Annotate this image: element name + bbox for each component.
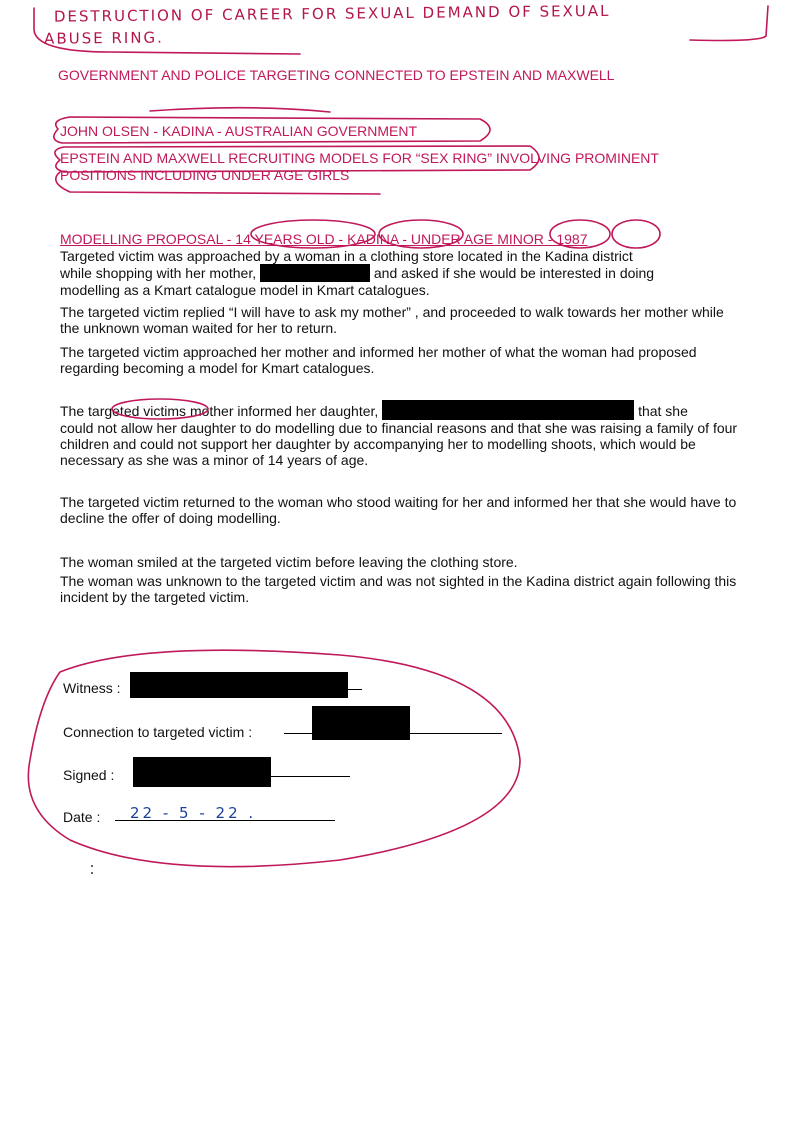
heading-recruiting-line1: EPSTEIN AND MAXWELL RECRUITING MODELS FOR “SEX RING” INVOLVING PROMINENT [60,150,659,166]
handwritten-title-line1: DESTRUCTION OF CAREER FOR SEXUAL DEMAND OF SEXUAL [53,1,611,26]
paragraph-mother-response-line1 [60,400,740,420]
paragraph-unknown-woman: The woman was unknown to the targeted victim and was not sighted in the Kadina district again following this incident by the targeted victim. [60,573,737,605]
redaction-signature [133,757,271,787]
paragraph-approach-line2-pre: while shopping with her mother, [60,265,257,281]
paragraph-reply: The targeted victim replied “I will have to ask my mother” , and proceeded to walk towards her mother while the unknown woman waited for her to return. [60,304,724,336]
paragraph-mother-response-rest: could not allow her daughter to do modelling due to financial reasons and that she was raising a family of four children and could not support her daughter by accompanying her to modelling shoots, which would be necessary as she was a minor of 14 years of age. [60,420,738,468]
paragraph-mother-response [60,400,740,468]
paragraph-approach-line2-post: and asked if she would be interested in doing [373,265,655,281]
paragraph-approach-line1: Targeted victim was approached by a woman in a clothing store located in the Kadina district [60,248,633,264]
redaction-daughter-name [382,400,634,420]
redaction-connection [312,706,410,740]
speck [91,872,93,874]
redaction-witness [130,672,348,698]
heading-modelling-proposal: MODELLING PROPOSAL - 14 YEARS OLD - KADINA - UNDER AGE MINOR - 1987 [60,231,588,247]
witness-label: Witness : [63,680,121,696]
handwritten-title-line2: ABUSE RING. [44,28,164,48]
paragraph-decline: The targeted victim returned to the woman who stood waiting for her and informed her that she would have to decline the offer of doing modelling. [60,494,737,526]
paragraph-approach-line2 [60,264,740,282]
heading-recruiting-line2: POSITIONS INCLUDING UNDER AGE GIRLS [60,167,350,183]
speck [91,865,93,867]
heading-olsen: JOHN OLSEN - KADINA - AUSTRALIAN GOVERNMENT [60,123,418,139]
date-label: Date : [63,809,101,825]
signed-label: Signed : [63,767,115,783]
paragraph-mother-response-pre: The targeted victims mother informed her daughter, [60,403,379,419]
redaction-mother-name [260,264,370,282]
handwritten-date: 22 - 5 - 22 . [130,804,257,822]
handwritten-title [40,0,770,50]
signed-line [270,776,350,777]
witness-line [346,689,362,690]
paragraph-informed: The targeted victim approached her mother and informed her mother of what the woman had proposed regarding becoming a model for Kmart catalogues. [60,344,697,376]
paragraph-mother-response-post: that she [638,403,688,419]
connection-label: Connection to targeted victim : [63,724,253,740]
paragraph-approach [60,248,740,298]
paragraph-approach-line3: modelling as a Kmart catalogue model in Kmart catalogues. [60,282,430,298]
heading-recruiting [60,150,659,184]
circle-1987 [612,220,660,248]
paragraph-woman-smiled: The woman smiled at the targeted victim before leaving the clothing store. [60,554,518,570]
olsen-stroke-top [150,108,330,112]
heading-government: GOVERNMENT AND POLICE TARGETING CONNECTED TO EPSTEIN AND MAXWELL [58,67,615,83]
